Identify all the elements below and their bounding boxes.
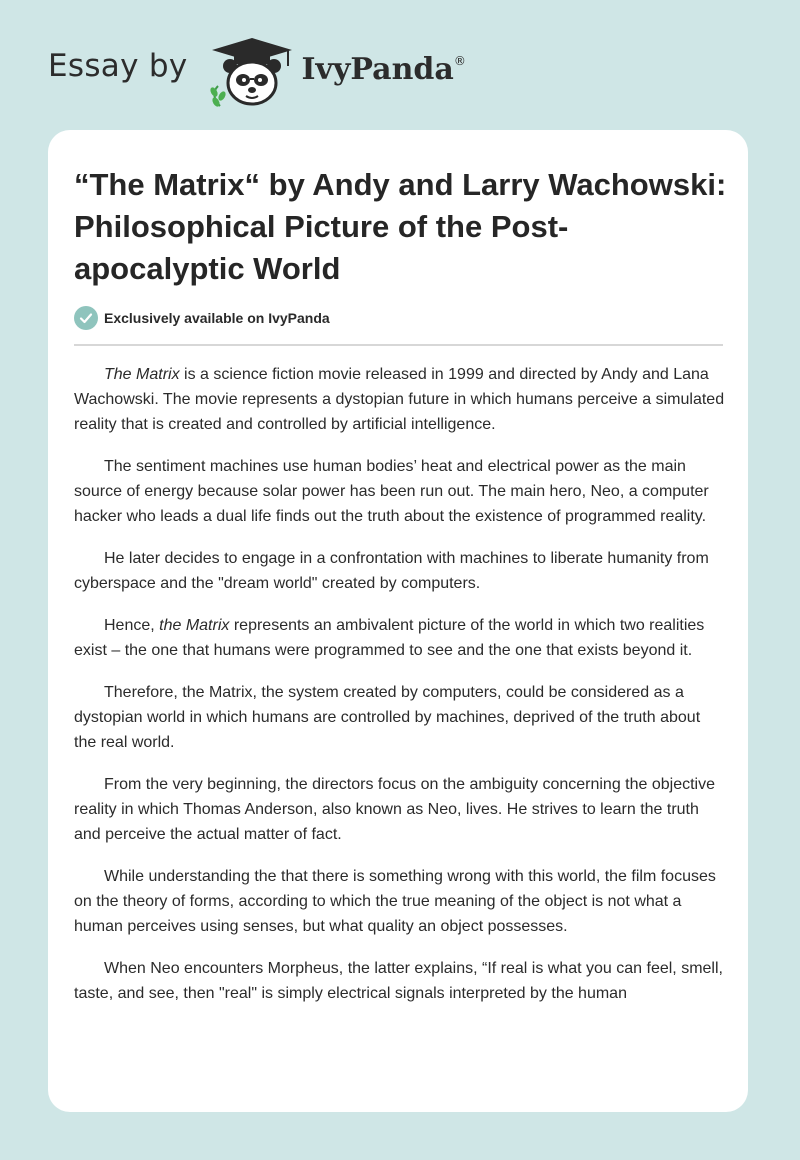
paragraph-text: While understanding the that there is something wrong with this world, the film focuses on the theory of forms, according to which the true meaning of the object is not what a human perceives using senses, but what quality an object possesses. — [74, 868, 716, 935]
paragraph — [74, 546, 726, 596]
exclusive-badge — [74, 306, 330, 330]
paragraph-text: From the very beginning, the directors focus on the ambiguity concerning the objective reality in which Thomas Anderson, also known as Neo, lives. He strives to learn the truth and perceive the actual matter of fact. — [74, 776, 715, 843]
italic-phrase: The Matrix — [104, 366, 180, 383]
italic-phrase: the Matrix — [159, 617, 230, 634]
paragraph-text: represents an ambivalent picture of the world in which two realities exist – the one that humans were programmed to see and the one that exists beyond it. — [74, 617, 705, 659]
paragraph — [74, 613, 726, 663]
check-circle-icon — [74, 306, 98, 330]
paragraph-lead: Hence, — [104, 617, 160, 634]
essay-card — [48, 130, 748, 1112]
panda-graduate-icon[interactable] — [204, 36, 300, 108]
essay-title: “The Matrix“ by Andy and Larry Wachowski: Philosophical Picture of the Post-apocalyptic World — [74, 167, 727, 286]
paragraph — [74, 772, 726, 847]
paragraph — [74, 864, 726, 939]
paragraph-text: is a science fiction movie released in 1999 and directed by Andy and Lana Wachowski. The movie represents a dystopian future in which humans perceive a simulated reality that is created and controlled by artificial intelligence. — [74, 366, 725, 433]
essay-body — [74, 362, 726, 1023]
paragraph — [74, 454, 726, 529]
paragraph-text: The sentiment machines use human bodies’ heat and electrical power as the main source of energy because solar power has been run out. The main hero, Neo, a computer hacker who leads a dual life finds out the truth about the existence of programmed reality. — [74, 458, 709, 525]
brand-prefix: Essay by — [48, 48, 188, 84]
site-header — [48, 36, 466, 108]
paragraph — [74, 956, 726, 1006]
paragraph-text: He later decides to engage in a confrontation with machines to liberate humanity from cyberspace and the "dream world" created by computers. — [74, 550, 709, 592]
registered-mark: ® — [453, 53, 466, 68]
divider — [74, 344, 723, 346]
badge-label: Exclusively available on IvyPanda — [104, 310, 330, 326]
paragraph — [74, 362, 726, 437]
brand-name[interactable]: IvyPanda® — [301, 51, 466, 87]
paragraph-text: When Neo encounters Morpheus, the latter explains, “If real is what you can feel, smell, taste, and see, then "real" is simply electrical signals interpreted by the human — [74, 960, 723, 1002]
paragraph-text: Therefore, the Matrix, the system created by computers, could be considered as a dystopian world in which humans are controlled by machines, deprived of the truth about the real world. — [74, 684, 701, 751]
paragraph — [74, 680, 726, 755]
